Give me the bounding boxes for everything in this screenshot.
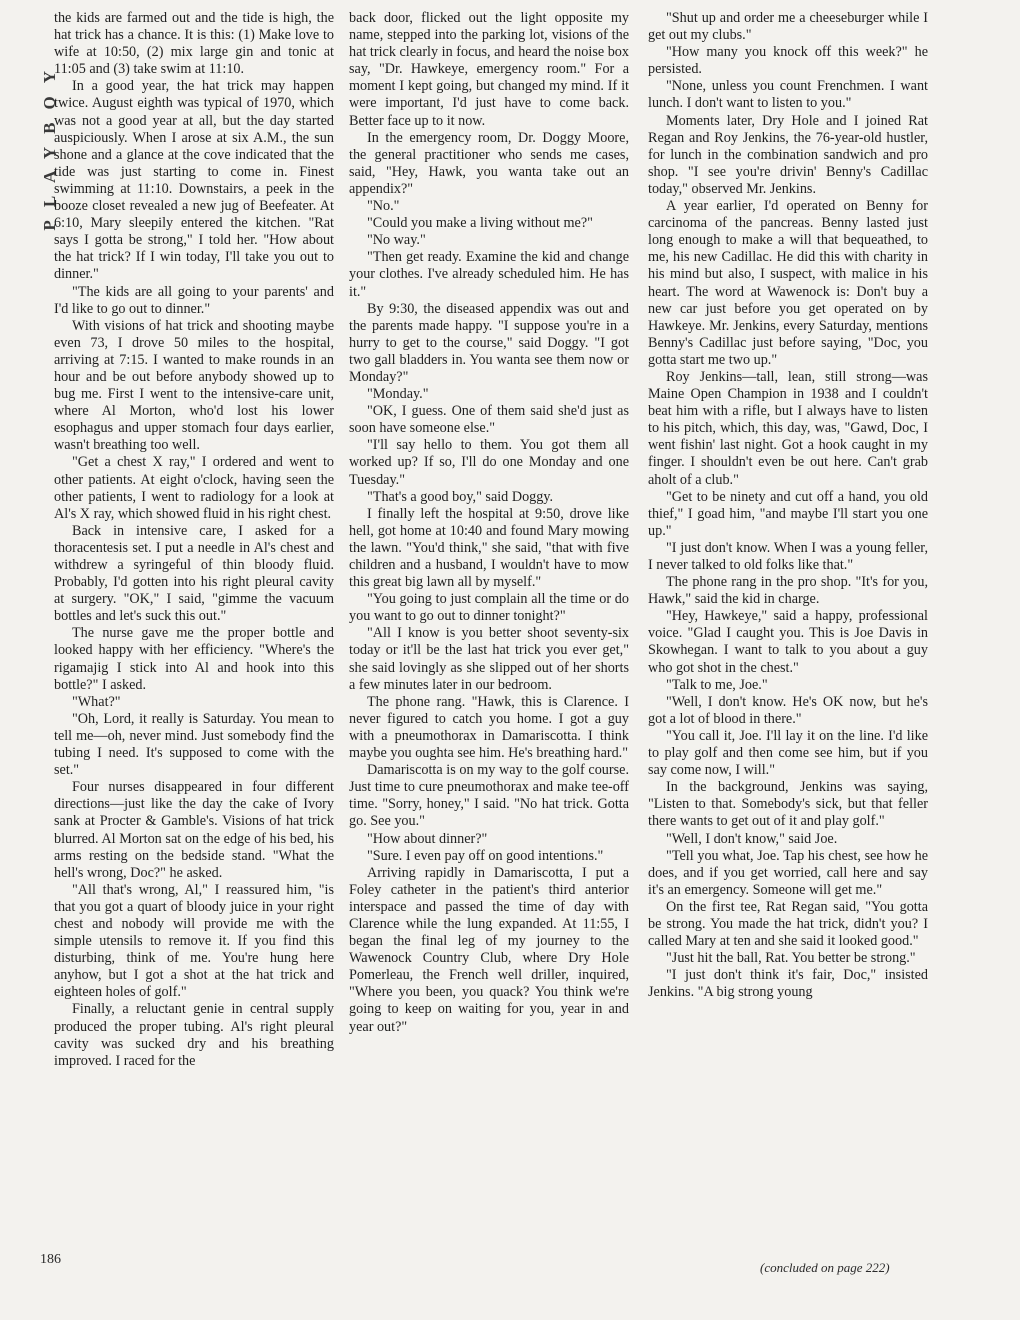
paragraph: "Well, I don't know," said Joe. [666,830,838,847]
text-column-2 [349,10,629,1036]
text-column-1 [54,10,334,1070]
paragraph: The nurse gave me the proper bottle and looked happy with her efficiency. "Where's the rigamajig I stick into Al and hook into this bottle?" I asked. [54,625,334,693]
paragraph: "All I know is you better shoot seventy-six today or it'll be the last hat trick you ever get," she said lovingly as she slipped out of her shorts a few minutes later in our bedroom. [349,625,629,693]
paragraph: In a good year, the hat trick may happen twice. August eighth was typical of 1970, which was not a good year at all, but the day started auspiciously. When I arose at six A.M., the sun shone and a glance at the cove indicated that the tide was just starting to come in. Finest swimming at 11:10. Downstairs, a peek in the booze closet revealed a new jug of Beefeater. At 6:10, Mary sleepily entered the kitchen. "Rat says I gotta be strong," I told her. "How about the hat trick? If I win today, I'll take you out to dinner." [54,78,334,283]
paragraph: "Get to be ninety and cut off a hand, you old thief," I goad him, "and maybe I'll start you one up." [648,488,928,539]
paragraph: "All that's wrong, Al," I reassured him, "is that you got a quart of bloody juice in your right chest and nobody will provide me with the simple utensils to remove it. If you find this disturbing, think of me. You're hung here anyhow, but I got a shot at the hat trick and eighteen holes of golf." [54,881,334,1001]
paragraph: Damariscotta is on my way to the golf course. Just time to cure pneumothorax and make tee-off time. "Sorry, honey," I said. "No hat trick. Gotta go. See you." [349,762,629,830]
paragraph: "Then get ready. Examine the kid and change your clothes. I've already scheduled him. He has it." [349,249,629,300]
paragraph: "The kids are all going to your parents' and I'd like to go out to dinner." [54,283,334,317]
text-column-3 [648,10,928,1001]
paragraph: "You call it, Joe. I'll lay it on the line. I'd like to play golf and then come see him, but if you say come now, I will." [648,727,928,779]
paragraph: With visions of hat trick and shooting maybe even 73, I drove 50 miles to the hospital, arriving at 7:15. I wanted to make rounds in an hour and be out before anybody showed up to bug me. First I went to the intensive-care unit, where Al Morton, who'd lost his lower esophagus and upper stomach four days earlier, wasn't breathing too well. [54,317,334,454]
paragraph: the kids are farmed out and the tide is high, the hat trick has a chance. It is this: (1) Make love to wife at 10:50, (2) mix large gin and tonic at 11:05 and (3) take swim at 11:10. [54,10,334,78]
paragraph: "What?" [72,693,121,710]
paragraph: The phone rang. "Hawk, this is Clarence. I never figured to catch you home. I got a guy with a pneumothorax in Damariscotta. I think maybe you oughta see him. He's breathing hard." [349,693,629,762]
paragraph: "None, unless you count Frenchmen. I want lunch. I don't want to listen to you." [648,78,928,112]
paragraph: The phone rang in the pro shop. "It's for you, Hawk," said the kid in charge. [648,574,928,608]
paragraph: By 9:30, the diseased appendix was out and the parents made happy. "I suppose you're in a hurry to get to the course," said Doggy. "I got two gall bladders in. You wanta see them now or Monday?" [349,300,629,385]
paragraph: "Shut up and order me a cheeseburger while I get out my clubs." [648,10,928,44]
continuation-note: (concluded on page 222) [760,1260,890,1275]
paragraph: "Sure. I even pay off on good intentions." [367,847,604,864]
paragraph: "Could you make a living without me?" [367,215,593,232]
paragraph: "How about dinner?" [367,830,488,847]
paragraph: Four nurses disappeared in four different directions—just like the day the cake of Ivory sank at Procter & Gamble's. Visions of hat trick blurred. Al Morton sat on the edge of his bed, his arms resting on the bedside stand. "What the hell's wrong, Doc?" he asked. [54,779,334,881]
paragraph: "You going to just complain all the time or do you want to go out to dinner tonight?" [349,591,629,625]
paragraph: In the background, Jenkins was saying, "Listen to that. Somebody's sick, but that feller there wants to get out of it and play golf." [648,779,928,830]
paragraph: "Hey, Hawkeye," said a happy, professional voice. "Glad I caught you. This is Joe Davis in Skowhegan. I want to talk to you about a guy who got shot in the chest." [648,608,928,676]
paragraph: "I'll say hello to them. You got them all worked up? If so, I'll do one Monday and one Tuesday." [349,437,629,488]
paragraph: "How many you knock off this week?" he persisted. [648,44,928,78]
page-number: 186 [40,1252,61,1267]
paragraph: "Oh, Lord, it really is Saturday. You mean to tell me—oh, never mind. Just somebody find the tubing I need. It's supposed to come with the set." [54,710,334,779]
paragraph: A year earlier, I'd operated on Benny for carcinoma of the pancreas. Benny lasted just long enough to make a will that bequeathed, to me, his new Cadillac. He did this with charity in his mind but also, I suspect, with malice in his heart. The word at Wawenock is: Don't buy a new car just before you get operated on by Hawkeye. Mr. Jenkins, every Saturday, mentions Benny's Cadillac just before saying, "Doc, you gotta start me two up." [648,198,928,368]
paragraph: On the first tee, Rat Regan said, "You gotta be strong. You made the hat trick, didn't you? I called Mary at ten and she said it looked good." [648,898,928,950]
paragraph: I finally left the hospital at 9:50, drove like hell, got home at 10:40 and found Mary mowing the lawn. "You'd think," she said, "that with five children and a husband, I wouldn't have to mow this great big lawn all by myself." [349,505,629,591]
paragraph: Arriving rapidly in Damariscotta, I put a Foley catheter in the patient's third anterior interspace and passed the time of day with Clarence while the lung expanded. At 11:55, I began the final leg of my journey to the Wawenock Country Club, where Dry Hole Pomerleau, the French well driller, inquired, "Where you been, you quack? You think we're going to keep on waiting for you, year in and year out?" [349,864,629,1035]
paragraph: Finally, a reluctant genie in central supply produced the proper tubing. Al's right pleural cavity was sucked dry and his breathing improved. I raced for the [54,1001,334,1069]
paragraph: "I just don't know. When I was a young feller, I never talked to old folks like that." [648,539,928,573]
paragraph: "OK, I guess. One of them said she'd just as soon have someone else." [349,403,629,437]
paragraph: Back in intensive care, I asked for a thoracentesis set. I put a needle in Al's chest and withdrew a syringeful of thin bloody fluid. Probably, I'd gotten into his right pleural cavity at surgery. "OK," I said, "gimme the vacuum bottles and let's suck this out." [54,522,334,625]
paragraph: "Just hit the ball, Rat. You better be strong." [666,950,916,967]
magazine-name: PLAYBOY [40,58,59,231]
paragraph: "Talk to me, Joe." [666,676,768,693]
paragraph: "Tell you what, Joe. Tap his chest, see how he does, and if you get worried, call here and say it's an emergency. Someone will get me." [648,847,928,898]
paragraph: Roy Jenkins—tall, lean, still strong—was Maine Open Champion in 1938 and I couldn't beat him with a rifle, but I always have to listen to his pitch, which, this day, was, "Gawd, Doc, I went fishin' last night. Got a hook caught in my finger. I shouldn't even be out here. Can't grab aholt of a club." [648,368,928,488]
paragraph: "That's a good boy," said Doggy. [367,488,554,505]
paragraph: back door, flicked out the light opposite my name, stepped into the parking lot, visions of the hat trick clearly in focus, and heard the noise box say, "Dr. Hawkeye, emergency room." For a moment I kept going, but changed my mind. If it were important, I'd just have to come back. Better face up to it now. [349,10,629,129]
paragraph: "Monday." [367,386,429,403]
paragraph: In the emergency room, Dr. Doggy Moore, the general practitioner who sends me cases, said, "Hey, Hawk, you wanta take out an appendix?" [349,129,629,197]
paragraph: "Well, I don't know. He's OK now, but he's got a lot of blood in there." [648,693,928,727]
paragraph: "Get a chest X ray," I ordered and went to other patients. At eight o'clock, having seen the other patients, I went to radiology for a look at Al's X ray, which showed fluid in his right chest. [54,454,334,522]
paragraph: "I just don't think it's fair, Doc," insisted Jenkins. "A big strong young [648,967,928,1001]
paragraph: "No way." [367,232,426,249]
paragraph: "No." [367,198,400,215]
paragraph: Moments later, Dry Hole and I joined Rat Regan and Roy Jenkins, the 76-year-old hustler, for lunch in the combination sandwich and pro shop. "I see you're drivin' Benny's Cadillac today," observed Mr. Jenkins. [648,112,928,197]
